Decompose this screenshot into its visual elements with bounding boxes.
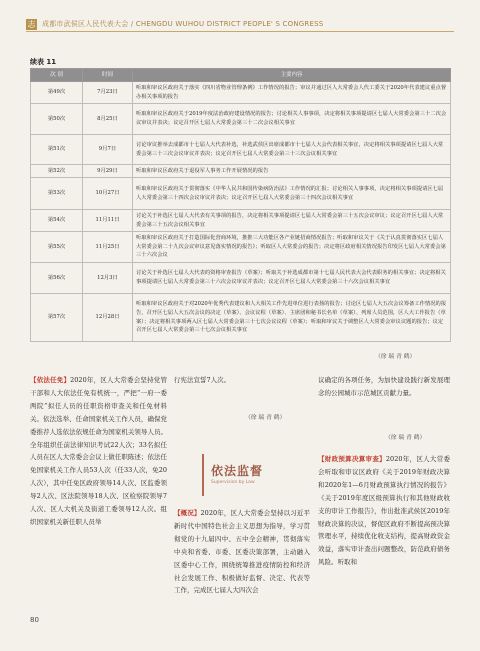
header-title: 成都市武侯区人民代表大会 / CHENGDU WUHOU DISTRICT PEOPLE' S CONGRESS <box>42 20 324 28</box>
session-cell: 第50次 <box>31 104 83 135</box>
session-cell: 第52次 <box>31 165 83 178</box>
table-byline: （徐 瑞 青 鹤） <box>375 354 416 360</box>
section-heading-supervision <box>202 454 264 496</box>
column-header-date: 时间 <box>83 69 133 82</box>
content-cell: 听取和审议区政府关于对2020年优秀代表建议和人大相关工作先进单位进行表扬的报告；讨论区七届人大五次会议筹备工作情况的报告，召开区七届人大五次会议的决定（草案）、会议议程（草案）、主席团和秘书长名单（草案）、列席人员范围，区人大工作报告（草案）；决定将相关事项两入区七届人大常委会第三十七次会议议程（草案）；听取和审议关于调整区人大常委会审议议题的报告；议定召开区七届人大常委会第三十七次会议相关事宜 <box>133 294 451 342</box>
table-row <box>31 104 451 135</box>
right-byline: （徐 瑞 青 鹤） <box>385 435 426 441</box>
date-cell: 9月29日 <box>83 165 133 178</box>
appointment-text: 2020年，区人大常委会坚持党管干部和人大依法任免有机统一，严把“一府一委两院”拟任人员的任职资格审查关和任免材料关。依法选举、任命国家机关工作人员，确保党委推荐人选依法依规任命为国家机关领导人员。全年组织任前法律知识考试22人次；33名拟任人员在区人大常委会会议上做任职陈述；依法任免国家机关工作人员53人次（任33人次，免20人次），其中任免区政府领导14人次、区监委领导2人次、区法院领导18人次、区检察院领导7人次、区人大机关及街道工委领导12人次。组织国家机关新任职人员举 <box>30 376 168 526</box>
overview-paragraph <box>174 507 310 597</box>
date-cell: 11月11日 <box>83 210 133 232</box>
table-row <box>31 232 451 263</box>
table-row <box>31 178 451 210</box>
content-cell: 听取和审议区政府关于打造国际化营商环境，推推三大功能区各产业链招商情况报告；听取和审议关于《关于认真贯彻落实区七届人大常委会第二十九次会议审议意见落实情况的报告》；听取区人大常委会的报告；决定将区政府相关情况报告印发区七届人大常委会第三十六次会议 <box>133 232 451 263</box>
left-column-paragraph <box>30 374 167 529</box>
budget-review-paragraph <box>318 453 450 569</box>
header-divider <box>26 31 454 32</box>
column-header-session: 次 别 <box>31 69 83 82</box>
content-cell: 听取和审议区政府关于2019年度法治政府建设情况的报告；讨论相关人事事项，决定将相关事项提请区七届人大常委会第三十二次会议审议并表决；议定召开区七届人大常委会第三十二次会议相关事宜 <box>133 104 451 135</box>
table-row <box>31 263 451 294</box>
table-row <box>31 294 451 342</box>
session-cell: 第55次 <box>31 232 83 263</box>
date-cell: 7月23日 <box>83 82 133 104</box>
page-number: 80 <box>30 616 39 624</box>
content-cell: 听取和审议区政府关于退役军人事务工作开展情况的报告 <box>133 165 451 178</box>
meetings-table <box>30 68 451 342</box>
congress-logo-icon: 志 <box>27 19 36 29</box>
content-cell: 讨论审议推举去成都市十七届人大代表补选，补选武侯区出席成都市十七届人大会代表相关事宜，决定将相关事项提请区七届人大常委会第三十三次会议审议并表决；议定召开区七届人大常委会第三十三次会议相关事宜 <box>133 135 451 165</box>
overview-heading: 【概况】 <box>174 509 201 517</box>
date-cell: 10月27日 <box>83 178 133 210</box>
table-row <box>31 210 451 232</box>
section-title: 依法监督 <box>211 464 264 478</box>
table-title: 续表 11 <box>30 58 57 66</box>
table-header-row <box>31 69 451 82</box>
content-cell: 听取和审议区政府关于贯彻落实《中华人民共和国传染病防治法》工作情况的汇报；讨论相关人事事项，决定将相关事项提请区七届人大常委会第三十四次会议审议并表决；议定召开区七届人大常委会第三十四次会议相关事宜 <box>133 178 451 210</box>
date-cell: 9月7日 <box>83 135 133 165</box>
table-row <box>31 82 451 104</box>
content-cell: 讨论关于补选区七届人大代表的资格审查报告（草案）；听取关于补选成都市第十七届人民代表大会代表职务的相关事宜；决定将相关事项提请区七届人大常委会第三十六次会议审议并表决；议定召开区七届人大常委会第三十六次会议相关事宜 <box>133 263 451 294</box>
table-row <box>31 165 451 178</box>
date-cell: 12月28日 <box>83 294 133 342</box>
table-row <box>31 135 451 165</box>
session-cell: 第51次 <box>31 135 83 165</box>
column-header-content: 主要内容 <box>133 69 451 82</box>
date-cell: 8月25日 <box>83 104 133 135</box>
date-cell: 11月25日 <box>83 232 133 263</box>
budget-review-heading: 【财政预算决算审查】 <box>318 455 386 463</box>
middle-byline: （徐 瑞 青 鹤） <box>245 415 286 421</box>
content-cell: 听取和审议区政府关于落实《四川省物业管理条例》工作情况的报告；审议并通过区人大常委会人代工委关于2020年代表建议重点督办相关事项的报告 <box>133 82 451 104</box>
session-cell: 第49次 <box>31 82 83 104</box>
session-cell: 第53次 <box>31 178 83 210</box>
right-top-text: 议确定的各项任务，为加快建设践行新发展理念的公园城市示范城区贡献力量。 <box>318 376 450 397</box>
appointment-heading: 【依法任免】 <box>30 376 71 384</box>
session-cell: 第54次 <box>31 210 83 232</box>
session-cell: 第57次 <box>31 294 83 342</box>
content-cell: 讨论关于补选区七届人大代表有关事项的报告，决定将相关事项提请区七届人大常委会第三十五次会议审议；议定召开区七届人大常委会第三十五次会议相关事宜 <box>133 210 451 232</box>
middle-top-text: 行宪法宣誓7人次。 <box>174 376 231 384</box>
date-cell: 12月3日 <box>83 263 133 294</box>
section-subtitle: Supervision by Law <box>211 480 255 485</box>
overview-text: 2020年，区人大常委会坚持以习近平新时代中国特色社会主义思想为指导，学习贯彻党的十九届四中、五中全会精神，贯彻落实中央和省委、市委、区委决策部署，主动融入区委中心工作，围绕统筹推进疫情防控和经济社会发展工作、积极做好监督、决定、代表等工作，完成区七届人大四次会 <box>174 509 310 595</box>
session-cell: 第56次 <box>31 263 83 294</box>
budget-review-text: 2020年，区人大常委会听取和审议区政府《关于2019年财政决算和2020年1—6月财政预算执行情况的报告》《关于2019年度区级预算执行和其他财政收支的审计工作报告》，作出批准武侯区2019年财政决算的决议，督促区政府不断提高预决算管理水平，持续优化收支结构，提高财政资金效益，落实审计查出问题整改，防范政府债务风险。听取和 <box>318 455 451 567</box>
